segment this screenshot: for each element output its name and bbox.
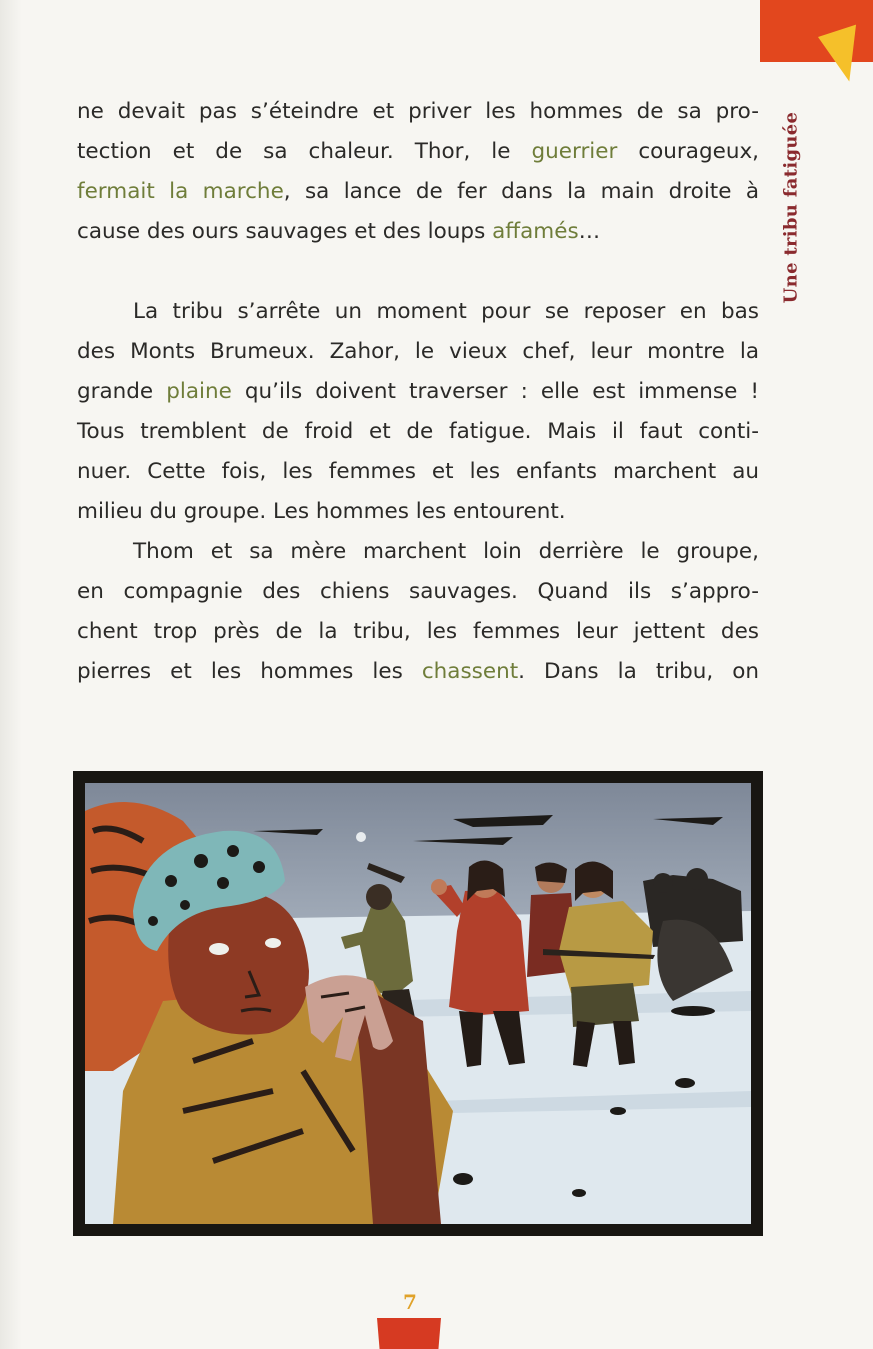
vocabulary-word: fermait la marche [77, 179, 284, 204]
text-line: Tous tremblent de froid et de fatigue. Mais il faut conti- [77, 419, 759, 444]
vocabulary-word: guerrier [531, 139, 618, 164]
text-line: fermait la marche, sa lance de fer dans la main droite à [77, 179, 759, 204]
text-line: tection et de sa chaleur. Thor, le guerrier courageux, [77, 139, 759, 164]
text-line: milieu du groupe. Les hommes les entourent. [77, 499, 566, 524]
page-number-tab [377, 1318, 441, 1349]
text-line: pierres et les hommes les chassent. Dans la tribu, on [77, 659, 759, 684]
vocabulary-word: chassent [421, 659, 519, 684]
illustration [73, 771, 763, 1236]
text-line: chent trop près de la tribu, les femmes leur jettent des [77, 619, 759, 644]
text-line: La tribu s’arrête un moment pour se reposer en bas [133, 299, 759, 324]
illustration-woodcut [73, 771, 763, 1236]
text-line: grande plaine qu’ils doivent traverser : elle est immense ! [77, 379, 760, 404]
text-line: Thom et sa mère marchent loin derrière le groupe, [133, 539, 759, 564]
running-head [768, 102, 814, 312]
text-line: des Monts Brumeux. Zahor, le vieux chef, leur montre la [77, 339, 759, 364]
text-line: nuer. Cette fois, les femmes et les enfants marchent au [77, 459, 759, 484]
text-line: en compagnie des chiens sauvages. Quand ils s’appro- [77, 579, 759, 604]
vocabulary-word: affamés [492, 219, 579, 244]
text-line: cause des ours sauvages et des loups affamés… [77, 219, 601, 244]
vocabulary-word: plaine [166, 379, 232, 404]
page-number: 7 [403, 1290, 417, 1314]
body-text [77, 92, 759, 692]
running-head-text: Une tribu fatiguée [780, 111, 802, 303]
text-line: ne devait pas s’éteindre et priver les hommes de sa pro- [77, 99, 759, 124]
page-gutter-shadow [0, 0, 22, 1349]
